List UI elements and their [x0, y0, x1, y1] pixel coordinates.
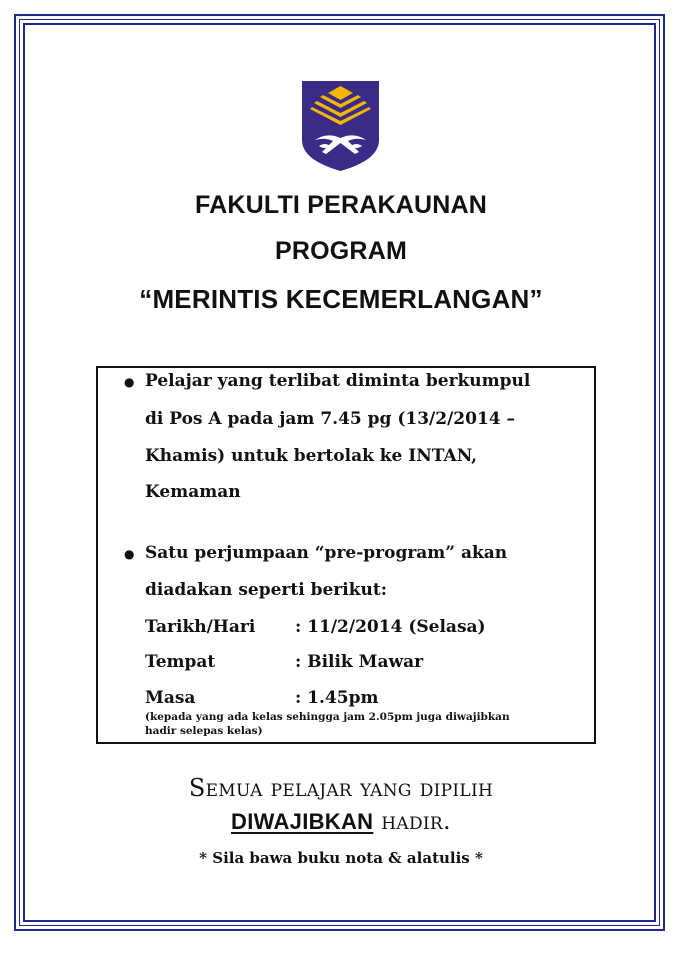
detail-label-time: Masa: [145, 688, 196, 708]
bullet-dot-icon: ●: [124, 375, 135, 389]
detail-label-date: Tarikh/Hari: [145, 617, 256, 637]
detail-value-place: : Bilik Mawar: [295, 652, 424, 672]
bullet1-line: di Pos A pada jam 7.45 pg (13/2/2014 –: [145, 409, 516, 429]
mandatory-notice-line2: [0, 807, 682, 835]
bullet1-line: Pelajar yang terlibat diminta berkumpul: [145, 371, 531, 391]
program-name: “MERINTIS KECEMERLANGAN”: [139, 284, 543, 314]
detail-note: (kepada yang ada kelas sehingga jam 2.05pm juga diwajibkan: [145, 711, 510, 723]
mandatory-emphasis: DIWAJIBKAN: [231, 809, 374, 834]
program-label: PROGRAM: [275, 237, 407, 265]
faculty-title: FAKULTI PERAKAUNAN: [194, 191, 487, 219]
detail-value-time: : 1.45pm: [295, 688, 379, 708]
mandatory-notice-rest: hadir.: [373, 807, 451, 835]
detail-value-date: : 11/2/2014 (Selasa): [295, 617, 486, 637]
bullet2-line: diadakan seperti berikut:: [145, 580, 387, 600]
bullet1-line: Khamis) untuk bertolak ke INTAN,: [145, 446, 478, 466]
bullet1-line: Kemaman: [145, 482, 241, 502]
bring-items-reminder: * Sila bawa buku nota & alatulis *: [199, 849, 483, 867]
university-crest-icon: [301, 80, 380, 172]
mandatory-notice-line1: Semua pelajar yang dipilih: [188, 774, 494, 802]
bullet2-line: Satu perjumpaan “pre-program” akan: [145, 543, 508, 563]
detail-note: hadir selepas kelas): [145, 725, 263, 737]
bullet-dot-icon: ●: [124, 547, 135, 561]
detail-label-place: Tempat: [145, 652, 216, 672]
